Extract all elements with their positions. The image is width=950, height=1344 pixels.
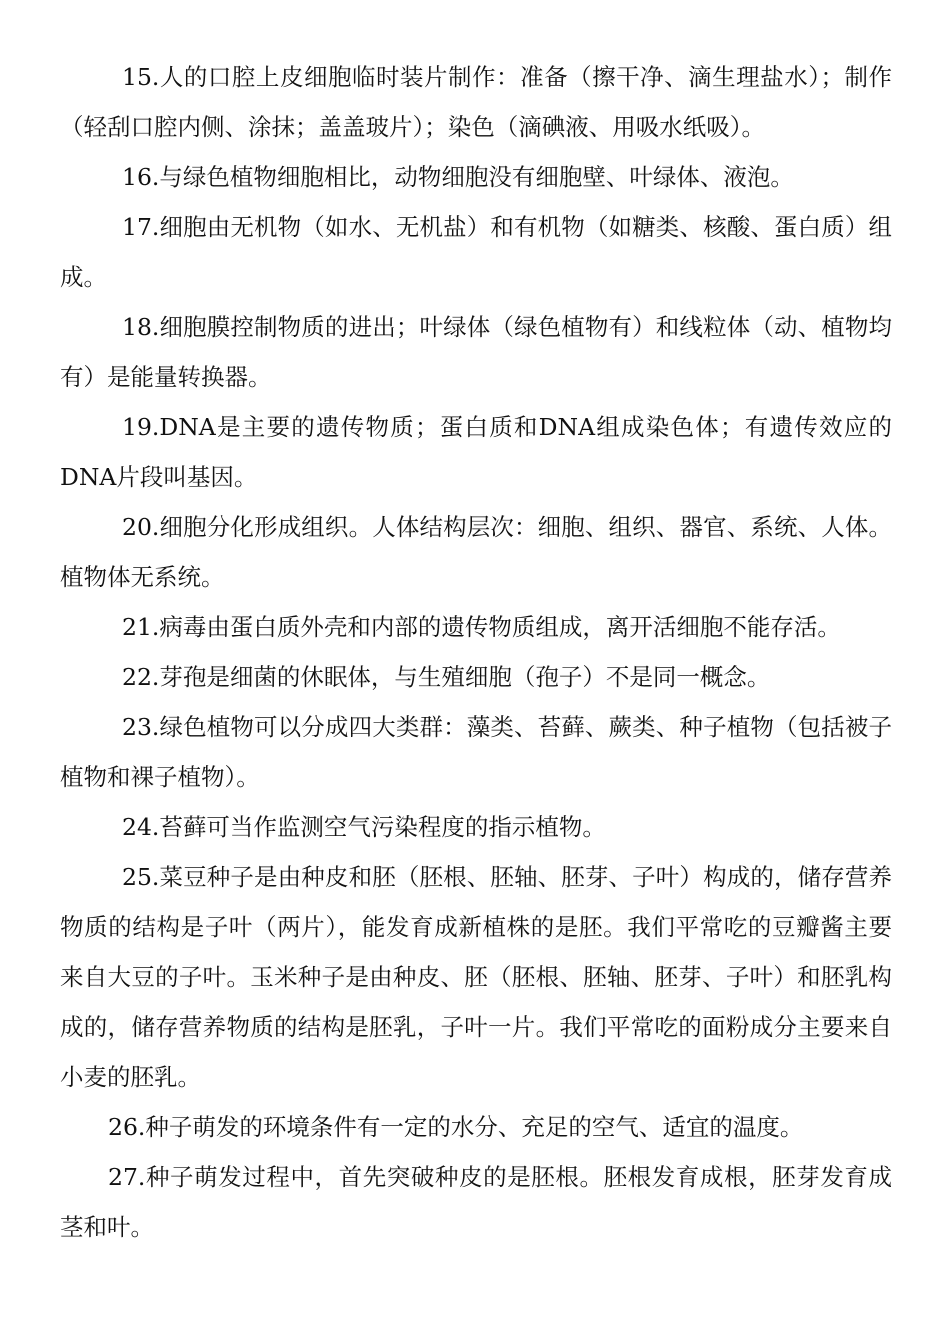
paragraph-17: 17.细胞由无机物（如水、无机盐）和有机物（如糖类、核酸、蛋白质）组成。 [60, 213, 892, 291]
paragraph-23: 23.绿色植物可以分成四大类群：藻类、苔藓、蕨类、种子植物（包括被子植物和裸子植物）。 [60, 713, 892, 791]
paragraph-27: 27.种子萌发过程中，首先突破种皮的是胚根。胚根发育成根，胚芽发育成茎和叶。 [60, 1163, 892, 1241]
paragraph-26: 26.种子萌发的环境条件有一定的水分、充足的空气、适宜的温度。 [108, 1113, 804, 1141]
paragraph-16: 16.与绿色植物细胞相比，动物细胞没有细胞壁、叶绿体、液泡。 [122, 163, 794, 191]
paragraph-25: 25.菜豆种子是由种皮和胚（胚根、胚轴、胚芽、子叶）构成的，储存营养物质的结构是子叶（两片），能发育成新植株的是胚。我们平常吃的豆瓣酱主要来自大豆的子叶。玉米种子是由种皮、胚（胚根、胚轴、胚芽、子叶）和胚乳构成的，储存营养物质的结构是胚乳，子叶一片。我们平常吃的面粉成分主要来自小麦的胚乳。 [60, 863, 892, 1091]
paragraph-20: 20.细胞分化形成组织。人体结构层次：细胞、组织、器官、系统、人体。植物体无系统。 [60, 513, 892, 591]
document-body [60, 52, 892, 1252]
paragraph-19: 19.DNA是主要的遗传物质；蛋白质和DNA组成染色体；有遗传效应的DNA片段叫基因。 [60, 413, 892, 491]
paragraph-18: 18.细胞膜控制物质的进出；叶绿体（绿色植物有）和线粒体（动、植物均有）是能量转换器。 [60, 313, 892, 391]
paragraph-21: 21.病毒由蛋白质外壳和内部的遗传物质组成，离开活细胞不能存活。 [122, 613, 841, 641]
paragraph-24: 24.苔藓可当作监测空气污染程度的指示植物。 [122, 813, 606, 841]
paragraph-22: 22.芽孢是细菌的休眠体，与生殖细胞（孢子）不是同一概念。 [122, 663, 771, 691]
paragraph-15: 15.人的口腔上皮细胞临时装片制作：准备（擦干净、滴生理盐水）；制作（轻刮口腔内侧、涂抹；盖盖玻片）；染色（滴碘液、用吸水纸吸）。 [60, 63, 892, 141]
